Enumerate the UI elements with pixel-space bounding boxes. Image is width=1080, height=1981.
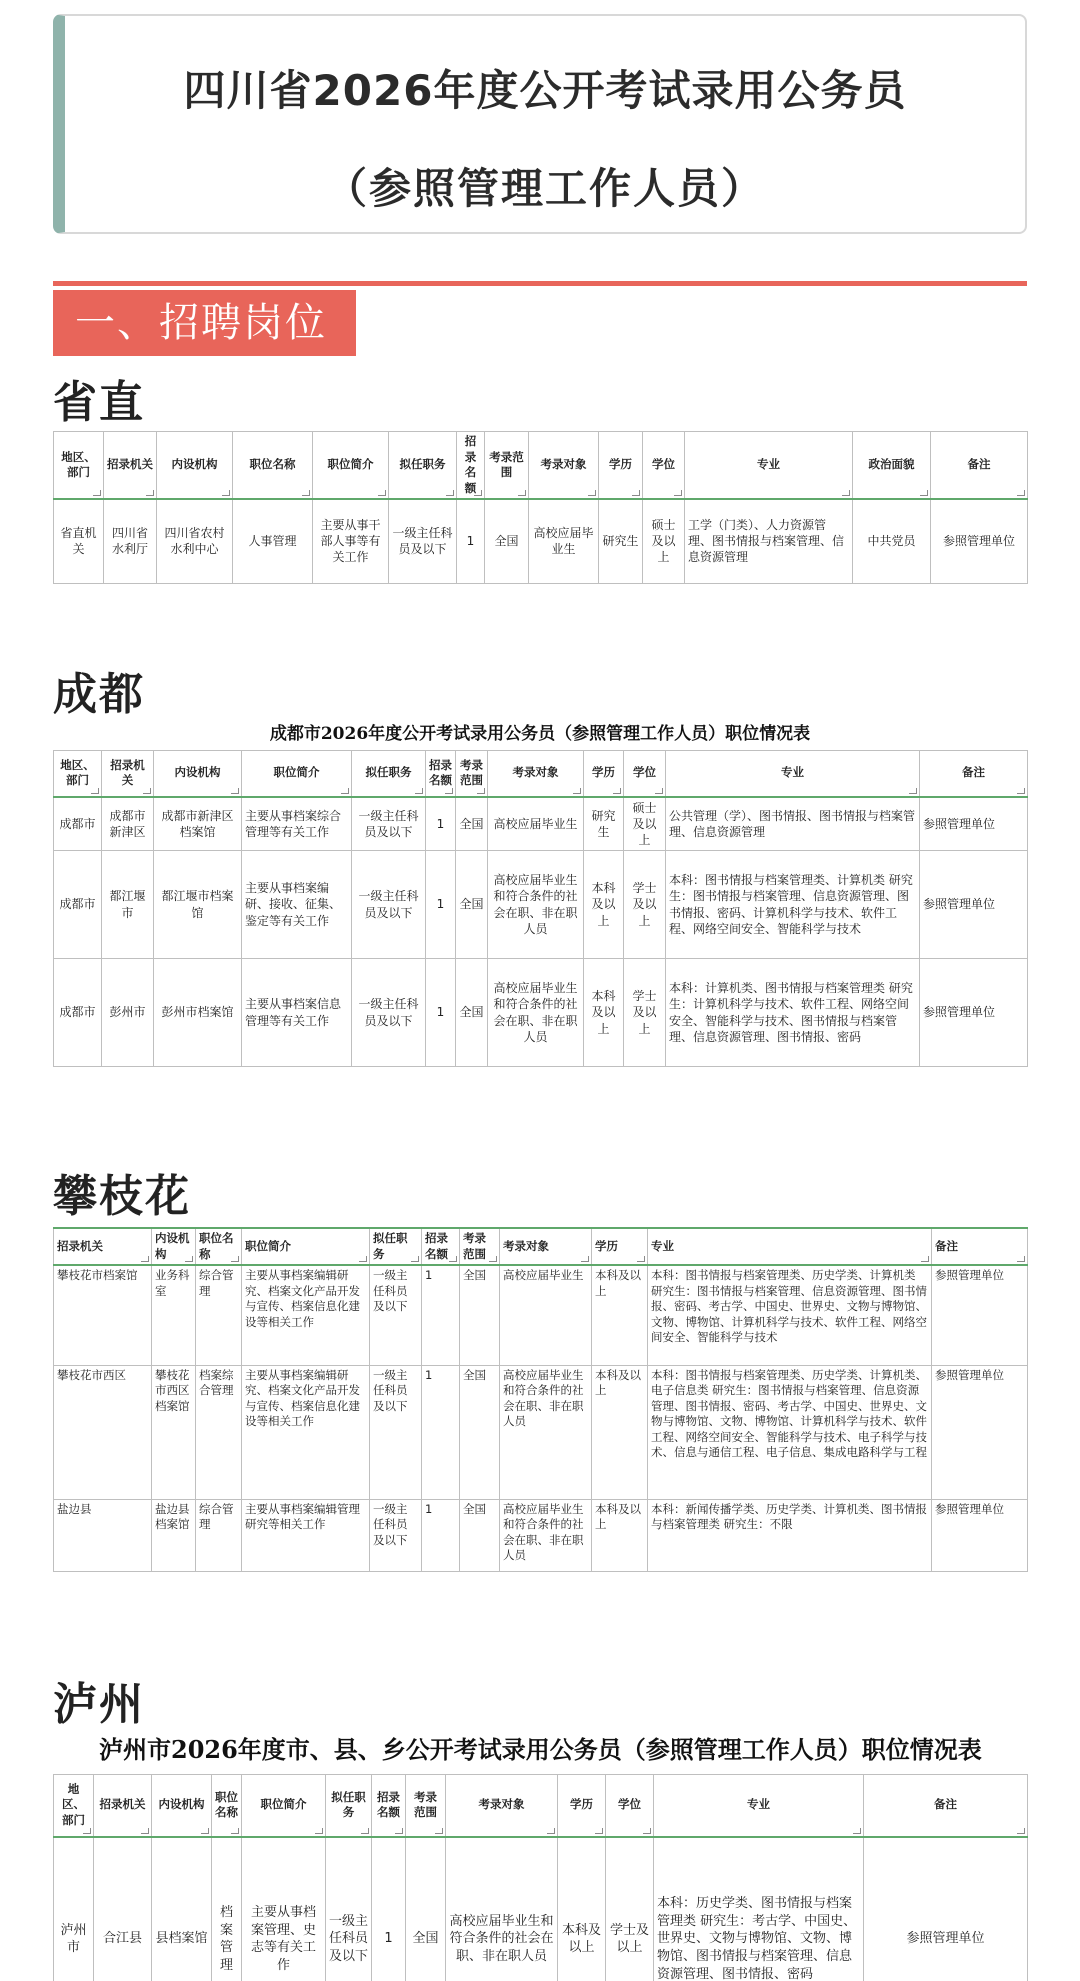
cell: 本科及以上	[584, 959, 624, 1067]
col-header[interactable]: 备注	[920, 751, 1028, 797]
col-header[interactable]: 地区、部门	[54, 432, 104, 500]
col-header[interactable]: 考录对象	[488, 751, 584, 797]
cell: 全国	[460, 1265, 500, 1365]
table-luzhou	[53, 1774, 1028, 1981]
table-row	[54, 499, 1028, 583]
cell: 本科：图书情报与档案管理类、历史学类、计算机类、电子信息类 研究生：图书情报与档案管理、信息资源管理、图书情报、密码、考古学、中国史、世界史、文物与博物馆、文物、博物馆、计算机科学与技术、软件工程、网络空间安全、智能科学与技术、电子科学与技术、信息与通信工程、电子信息、集成电路科学与工程	[648, 1365, 932, 1499]
col-header[interactable]: 学位	[624, 751, 666, 797]
cell: 高校应届毕业生和符合条件的社会在职、非在职人员	[488, 851, 584, 959]
cell: 合江县	[94, 1837, 152, 1981]
cell: 本科及以上	[584, 851, 624, 959]
col-header[interactable]: 政治面貌	[853, 432, 931, 500]
col-header[interactable]: 职位名称	[233, 432, 313, 500]
col-header[interactable]: 职位简介	[242, 1775, 326, 1837]
cell: 一级主任科员及以下	[389, 499, 457, 583]
cell: 1	[426, 797, 456, 851]
col-header[interactable]: 专业	[648, 1228, 932, 1265]
col-header[interactable]: 招录名额	[426, 751, 456, 797]
cell: 1	[422, 1265, 460, 1365]
cell: 成都市	[54, 797, 102, 851]
cell: 硕士及以上	[643, 499, 685, 583]
col-header[interactable]: 内设机构	[152, 1775, 212, 1837]
cell: 本科及以上	[592, 1265, 648, 1365]
table-header-row	[54, 432, 1028, 500]
cell: 硕士及以上	[624, 797, 666, 851]
cell: 学士及以上	[606, 1837, 654, 1981]
cell: 综合管理	[196, 1499, 242, 1571]
cell: 全国	[456, 959, 488, 1067]
table-row	[54, 1837, 1028, 1981]
col-header[interactable]: 内设机构	[157, 432, 233, 500]
table-header-row	[54, 1228, 1028, 1265]
region-heading-shengzhi: 省直	[53, 377, 145, 428]
cell: 参照管理单位	[864, 1837, 1028, 1981]
cell: 成都市新津区档案馆	[154, 797, 242, 851]
section-divider	[53, 281, 1027, 286]
cell: 参照管理单位	[920, 797, 1028, 851]
table-panzhihua	[53, 1227, 1028, 1572]
cell: 高校应届毕业生和符合条件的社会在职、非在职人员	[446, 1837, 558, 1981]
cell: 工学（门类）、人力资源管理、图书情报与档案管理、信息资源管理	[685, 499, 853, 583]
col-header[interactable]: 招录机关	[102, 751, 154, 797]
cell: 主要从事档案编研、接收、征集、鉴定等有关工作	[242, 851, 352, 959]
table-shengzhi	[53, 431, 1028, 584]
col-header[interactable]: 内设机构	[152, 1228, 196, 1265]
table-header-row	[54, 1775, 1028, 1837]
title-card	[53, 14, 1027, 234]
col-header[interactable]: 考录范围	[485, 432, 529, 500]
cell: 公共管理（学）、图书情报、图书情报与档案管理、信息资源管理	[666, 797, 920, 851]
cell: 研究生	[599, 499, 643, 583]
cell: 参照管理单位	[932, 1265, 1028, 1365]
cell: 主要从事档案信息管理等有关工作	[242, 959, 352, 1067]
col-header[interactable]: 考录对象	[500, 1228, 592, 1265]
cell: 全国	[456, 851, 488, 959]
col-header[interactable]: 备注	[932, 1228, 1028, 1265]
col-header[interactable]: 备注	[864, 1775, 1028, 1837]
cell: 本科及以上	[592, 1499, 648, 1571]
cell: 一级主任科员及以下	[370, 1365, 422, 1499]
col-header[interactable]: 招录机关	[54, 1228, 152, 1265]
cell: 都江堰市档案馆	[154, 851, 242, 959]
page-title: 四川省2026年度公开考试录用公务员	[183, 66, 907, 115]
cell: 高校应届毕业生和符合条件的社会在职、非在职人员	[500, 1365, 592, 1499]
col-header[interactable]: 考录范围	[406, 1775, 446, 1837]
cell: 参照管理单位	[920, 851, 1028, 959]
cell: 一级主任科员及以下	[352, 851, 426, 959]
cell: 一级主任科员及以下	[370, 1499, 422, 1571]
cell: 主要从事档案编辑管理研究等相关工作	[242, 1499, 370, 1571]
col-header[interactable]: 拟任职务	[389, 432, 457, 500]
cell: 高校应届毕业生和符合条件的社会在职、非在职人员	[500, 1499, 592, 1571]
cell: 彭州市	[102, 959, 154, 1067]
cell: 本科及以上	[558, 1837, 606, 1981]
cell: 综合管理	[196, 1265, 242, 1365]
col-header[interactable]: 考录对象	[529, 432, 599, 500]
cell: 一级主任科员及以下	[352, 959, 426, 1067]
cell: 一级主任科员及以下	[352, 797, 426, 851]
cell: 都江堰市	[102, 851, 154, 959]
col-header[interactable]: 招录机关	[104, 432, 157, 500]
col-header[interactable]: 学位	[643, 432, 685, 500]
cell: 1	[426, 959, 456, 1067]
cell: 本科：历史学类、图书情报与档案管理类 研究生：考古学、中国史、世界史、文物与博物馆、文物、博物馆、图书情报与档案管理、信息资源管理、图书情报、密码	[654, 1837, 864, 1981]
col-header[interactable]: 专业	[654, 1775, 864, 1837]
col-header[interactable]: 职位名称	[196, 1228, 242, 1265]
table-row	[54, 1265, 1028, 1365]
cell: 主要从事档案综合管理等有关工作	[242, 797, 352, 851]
table-header-row	[54, 751, 1028, 797]
cell: 全国	[456, 797, 488, 851]
cell: 业务科室	[152, 1265, 196, 1365]
cell: 主要从事档案编辑研究、档案文化产品开发与宣传、档案信息化建设等相关工作	[242, 1365, 370, 1499]
region-heading-panzhihua: 攀枝花	[53, 1171, 191, 1222]
region-heading-chengdu: 成都	[53, 669, 145, 720]
table-title-chengdu: 成都市2026年度公开考试录用公务员（参照管理工作人员）职位情况表	[269, 724, 811, 744]
cell: 全国	[406, 1837, 446, 1981]
cell: 1	[426, 851, 456, 959]
table-chengdu	[53, 750, 1028, 1067]
col-header[interactable]: 学历	[558, 1775, 606, 1837]
cell: 主要从事干部人事等有关工作	[313, 499, 389, 583]
region-heading-luzhou: 泸州	[53, 1679, 145, 1730]
table-row	[54, 851, 1028, 959]
cell: 参照管理单位	[932, 1365, 1028, 1499]
col-header[interactable]: 考录范围	[460, 1228, 500, 1265]
cell: 本科：新闻传播学类、历史学类、计算机类、图书情报与档案管理类 研究生：不限	[648, 1499, 932, 1571]
col-header[interactable]: 拟任职务	[370, 1228, 422, 1265]
col-header[interactable]: 专业	[685, 432, 853, 500]
cell: 县档案馆	[152, 1837, 212, 1981]
cell: 参照管理单位	[920, 959, 1028, 1067]
cell: 成都市	[54, 851, 102, 959]
cell: 省直机关	[54, 499, 104, 583]
cell: 盐边县档案馆	[152, 1499, 196, 1571]
cell: 全国	[460, 1499, 500, 1571]
table-row	[54, 959, 1028, 1067]
cell: 1	[372, 1837, 406, 1981]
cell: 1	[422, 1499, 460, 1571]
cell: 一级主任科员及以下	[370, 1265, 422, 1365]
col-header[interactable]: 学历	[584, 751, 624, 797]
cell: 四川省农村水利中心	[157, 499, 233, 583]
col-header[interactable]: 职位简介	[313, 432, 389, 500]
cell: 盐边县	[54, 1499, 152, 1571]
page-subtitle: （参照管理工作人员）	[324, 164, 765, 213]
cell: 学士及以上	[624, 959, 666, 1067]
cell: 本科：图书情报与档案管理类、计算机类 研究生：图书情报与档案管理、信息资源管理、图书情报、密码、计算机科学与技术、软件工程、网络空间安全、智能科学与技术	[666, 851, 920, 959]
cell: 研究生	[584, 797, 624, 851]
cell: 高校应届毕业生	[500, 1265, 592, 1365]
col-header[interactable]: 学历	[599, 432, 643, 500]
cell: 档案综合管理	[196, 1365, 242, 1499]
col-header[interactable]: 专业	[666, 751, 920, 797]
cell: 攀枝花市西区档案馆	[152, 1365, 196, 1499]
col-header[interactable]: 职位名称	[212, 1775, 242, 1837]
cell: 高校应届毕业生	[488, 797, 584, 851]
cell: 学士及以上	[624, 851, 666, 959]
col-header[interactable]: 地区、部门	[54, 751, 102, 797]
col-header[interactable]: 职位简介	[242, 751, 352, 797]
cell: 主要从事档案编辑研究、档案文化产品开发与宣传、档案信息化建设等相关工作	[242, 1265, 370, 1365]
cell: 本科：图书情报与档案管理类、历史学类、计算机类 研究生：图书情报与档案管理、信息资源管理、图书情报、密码、考古学、中国史、世界史、文物与博物馆、文物、博物馆、计算机科学与技术、软件工程、网络空间安全、智能科学与技术	[648, 1265, 932, 1365]
cell: 一级主任科员及以下	[326, 1837, 372, 1981]
cell: 参照管理单位	[931, 499, 1028, 583]
cell: 成都市	[54, 959, 102, 1067]
cell: 全国	[485, 499, 529, 583]
section-heading: 一、招聘岗位	[53, 290, 356, 356]
cell: 中共党员	[853, 499, 931, 583]
col-header[interactable]: 拟任职务	[352, 751, 426, 797]
col-header[interactable]: 学位	[606, 1775, 654, 1837]
cell: 成都市新津区	[102, 797, 154, 851]
cell: 泸州市	[54, 1837, 94, 1981]
table-row	[54, 797, 1028, 851]
col-header[interactable]: 内设机构	[154, 751, 242, 797]
cell: 四川省水利厅	[104, 499, 157, 583]
cell: 高校应届毕业生	[529, 499, 599, 583]
cell: 1	[457, 499, 485, 583]
col-header[interactable]: 考录范围	[456, 751, 488, 797]
table-title-luzhou: 泸州市2026年度市、县、乡公开考试录用公务员（参照管理工作人员）职位情况表	[99, 1735, 982, 1764]
cell: 1	[422, 1365, 460, 1499]
col-header[interactable]: 地区、部门	[54, 1775, 94, 1837]
cell: 档案管理	[212, 1837, 242, 1981]
col-header[interactable]: 职位简介	[242, 1228, 370, 1265]
col-header[interactable]: 考录对象	[446, 1775, 558, 1837]
col-header[interactable]: 备注	[931, 432, 1028, 500]
cell: 攀枝花市档案馆	[54, 1265, 152, 1365]
table-row	[54, 1499, 1028, 1571]
col-header[interactable]: 招录名额	[372, 1775, 406, 1837]
cell: 攀枝花市西区	[54, 1365, 152, 1499]
cell: 全国	[460, 1365, 500, 1499]
cell: 人事管理	[233, 499, 313, 583]
col-header[interactable]: 学历	[592, 1228, 648, 1265]
col-header[interactable]: 招录机关	[94, 1775, 152, 1837]
cell: 彭州市档案馆	[154, 959, 242, 1067]
cell: 主要从事档案管理、史志等有关工作	[242, 1837, 326, 1981]
cell: 本科：计算机类、图书情报与档案管理类 研究生：计算机科学与技术、软件工程、网络空间安全、智能科学与技术、图书情报与档案管理、信息资源管理、图书情报、密码	[666, 959, 920, 1067]
cell: 本科及以上	[592, 1365, 648, 1499]
cell: 参照管理单位	[932, 1499, 1028, 1571]
table-row	[54, 1365, 1028, 1499]
cell: 高校应届毕业生和符合条件的社会在职、非在职人员	[488, 959, 584, 1067]
col-header[interactable]: 招录名额	[422, 1228, 460, 1265]
col-header[interactable]: 拟任职务	[326, 1775, 372, 1837]
col-header[interactable]: 招录名额	[457, 432, 485, 500]
